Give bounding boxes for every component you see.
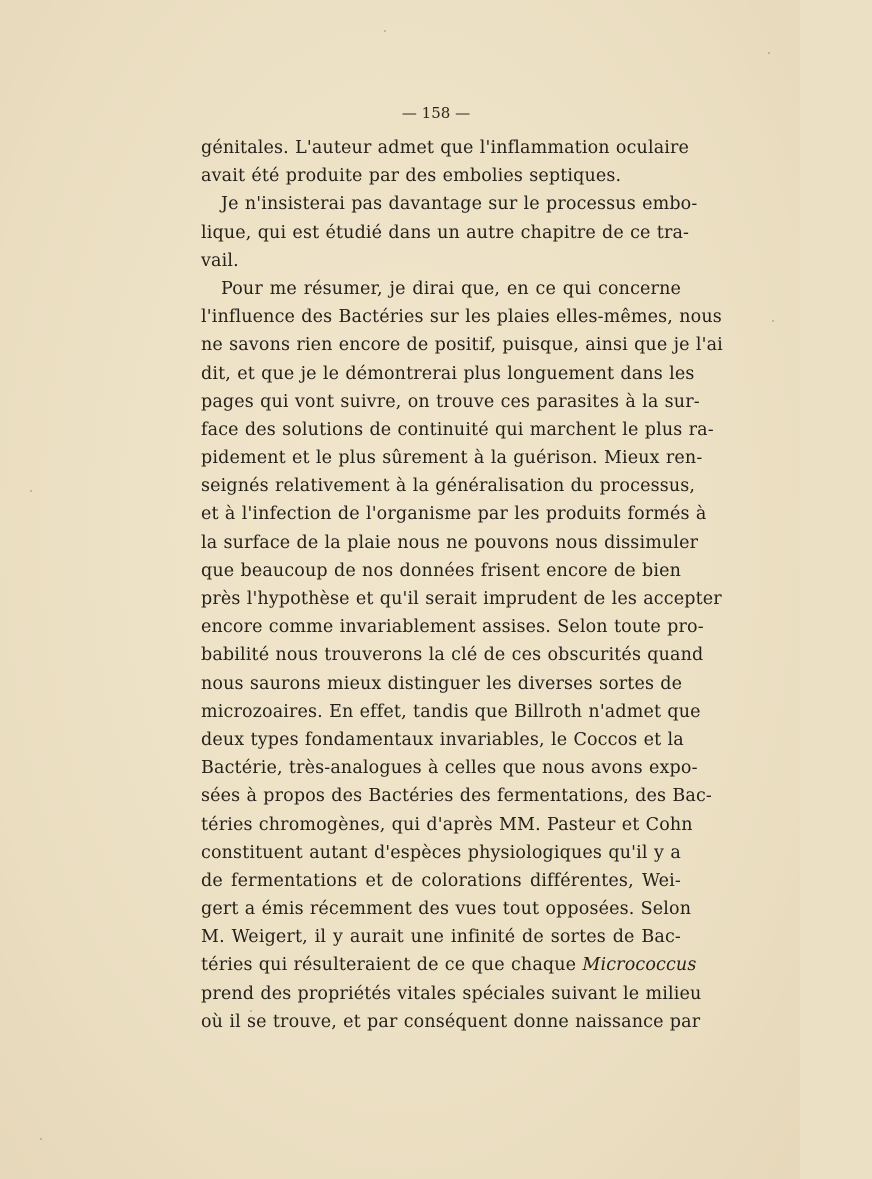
text-line: avait été produite par des embolies septiques. (201, 166, 622, 187)
text-line: face des solutions de continuité qui marchent le plus ra- (201, 419, 714, 440)
text-line: nous saurons mieux distinguer les diverses sortes de (201, 673, 683, 694)
paper-speck (768, 52, 770, 54)
text-line-start: téries qui résulteraient de ce que chaque (201, 955, 577, 976)
text-line: prend des propriétés vitales spéciales suivant le milieu (201, 983, 702, 1004)
text-line: Pour me résumer, je dirai que, en ce qui concerne (221, 278, 681, 299)
text-line: que beaucoup de nos données frisent encore de bien (201, 560, 681, 581)
text-line: vail. (201, 250, 239, 271)
text-line: dit, et que je le démontrerai plus longuement dans les (201, 363, 695, 384)
text-line: sées à propos des Bactéries des fermentations, des Bac- (201, 786, 712, 807)
text-line: constituent autant d'espèces physiologiques qu'il y a (201, 842, 681, 863)
paper-speck (30, 490, 32, 492)
body-text (201, 134, 723, 1036)
text-line: encore comme invariablement assises. Selon toute pro- (201, 617, 704, 638)
text-line: pidement et le plus sûrement à la guérison. Mieux ren- (201, 448, 703, 469)
page-number: — 158 — (401, 104, 471, 122)
text-line: gert a émis récemment des vues tout opposées. Selon (201, 899, 692, 920)
text-line: génitales. L'auteur admet que l'inflammation oculaire (201, 138, 690, 158)
text-line: près l'hypothèse et qu'il serait imprudent de les accepter (201, 589, 722, 609)
paper-speck (250, 1010, 252, 1012)
text-line: M. Weigert, il y aurait une infinité de sortes de Bac- (201, 927, 681, 948)
text-line: Bactérie, très-analogues à celles que nous avons expo- (201, 758, 698, 779)
text-line: la surface de la plaie nous ne pouvons nous dissimuler (201, 532, 699, 553)
text-line: lique, qui est étudié dans un autre chapitre de ce tra- (201, 222, 690, 243)
text-line: et à l'infection de l'organisme par les produits formés à (201, 504, 707, 525)
text-line: l'influence des Bactéries sur les plaies elles-mêmes, nous (201, 307, 722, 328)
paper-speck (40, 1138, 42, 1140)
text-line: babilité nous trouverons la clé de ces obscurités quand (201, 645, 704, 666)
text-line (201, 951, 697, 979)
paper-speck (384, 30, 386, 32)
italic-term: Micrococcus (582, 955, 697, 976)
paper-speck (772, 320, 774, 322)
text-line: où il se trouve, et par conséquent donne naissance par (201, 1011, 701, 1032)
text-line: ne savons rien encore de positif, puisque, ainsi que je l'ai (201, 335, 723, 356)
text-line: téries chromogènes, qui d'après MM. Pasteur et Cohn (201, 814, 693, 835)
text-line: seignés relativement à la généralisation du processus, (201, 476, 696, 497)
text-line: Je n'insisterai pas davantage sur le processus embo- (221, 194, 698, 215)
text-line: microzoaires. En effet, tandis que Billroth n'admet que (201, 701, 701, 722)
text-line: deux types fondamentaux invariables, le Coccos et la (201, 729, 684, 750)
text-line: de fermentations et de colorations différentes, Wei- (201, 870, 681, 891)
text-line: pages qui vont suivre, on trouve ces parasites à la sur- (201, 391, 700, 412)
